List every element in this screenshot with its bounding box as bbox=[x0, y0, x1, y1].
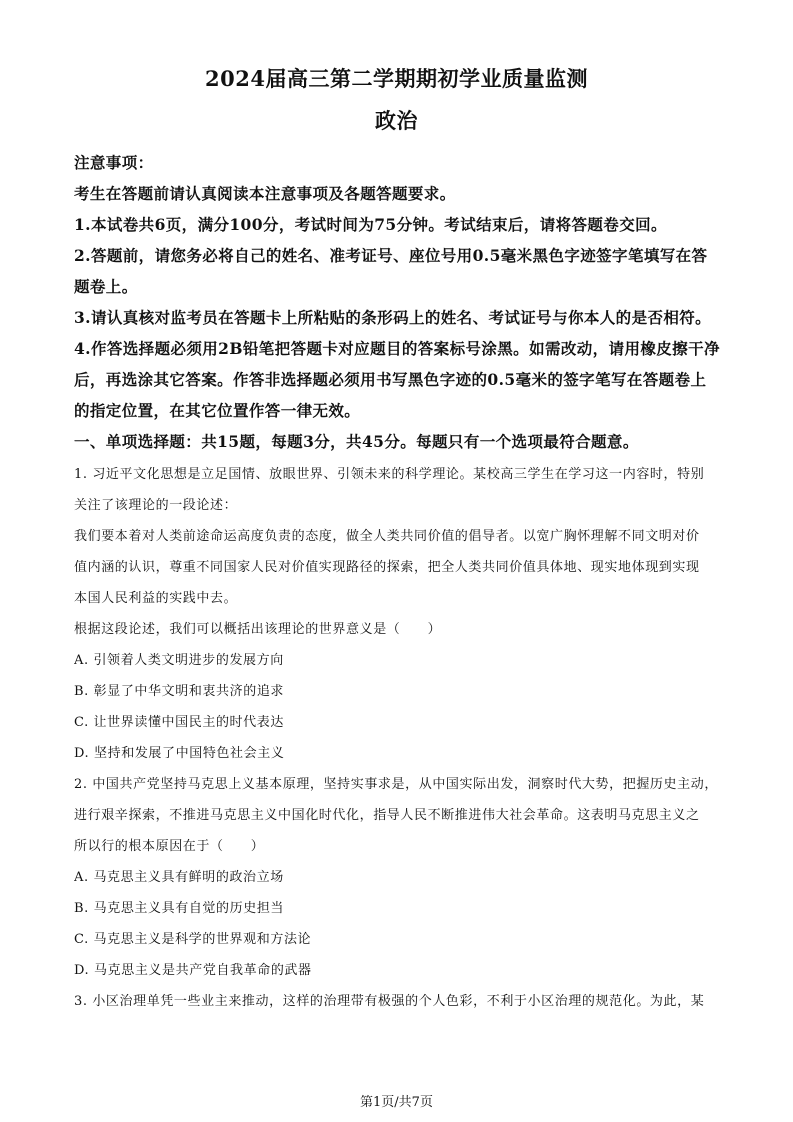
q1-stem-line-2: 关注了该理论的一段论述： bbox=[74, 498, 238, 513]
notice-item-2-line-1: 2.答题前，请您务必将自己的姓名、准考证号、座位号用0.5毫米黑色字迹签字笔填写在答 bbox=[74, 246, 708, 265]
q2-option-c: C. 马克思主义是科学的世界观和方法论 bbox=[74, 932, 312, 947]
q2-stem-line-2: 进行艰辛探索，不推进马克思主义中国化时代化，指导人民不断推进伟大社会革命。这表明马克思主义之 bbox=[74, 808, 700, 823]
notice-heading: 注意事项： bbox=[74, 153, 154, 172]
q1-option-d: D. 坚持和发展了中国特色社会主义 bbox=[74, 746, 285, 761]
notice-item-1: 1.本试卷共6页，满分100分，考试时间为75分钟。考试结束后，请将答题卷交回。 bbox=[74, 215, 667, 234]
q1-option-a: A. 引领着人类文明进步的发展方向 bbox=[74, 653, 284, 668]
section-1-heading: 一、单项选择题：共15题，每题3分，共45分。每题只有一个选项最符合题意。 bbox=[74, 432, 639, 451]
q1-quote-line-2: 值内涵的认识，尊重不同国家人民对价值实现路径的探索，把全人类共同价值具体地、现实地体现到实现 bbox=[74, 560, 700, 575]
q1-quote-line-3: 本国人民利益的实践中去。 bbox=[74, 591, 238, 606]
notice-item-4-line-1: 4.作答选择题必须用2B铅笔把答题卡对应题目的答案标号涂黑。如需改动，请用橡皮擦干净 bbox=[74, 339, 720, 358]
q1-question: 根据这段论述，我们可以概括出该理论的世界意义是（ ） bbox=[74, 622, 442, 637]
q2-option-b: B. 马克思主义具有自觉的历史担当 bbox=[74, 901, 285, 916]
q3-stem-line-1: 3. 小区治理单凭一些业主来推动，这样的治理带有极强的个人色彩，不利于小区治理的规范化。为此，某 bbox=[74, 994, 705, 1009]
q2-stem-line-3: 所以行的根本原因在于（ ） bbox=[74, 839, 265, 854]
notice-item-3: 3.请认真核对监考员在答题卡上所粘贴的条形码上的姓名、考试证号与你本人的是否相符。 bbox=[74, 308, 712, 327]
q1-option-b: B. 彰显了中华文明和衷共济的追求 bbox=[74, 684, 285, 699]
notice-item-4-line-3: 的指定位置，在其它位置作答一律无效。 bbox=[74, 401, 361, 420]
page-footer: 第1页/共7页 bbox=[360, 1095, 433, 1110]
notice-item-4-line-2: 后，再选涂其它答案。作答非选择题必须用书写黑色字迹的0.5毫米的签字笔写在答题卷上 bbox=[74, 370, 707, 389]
notice-intro: 考生在答题前请认真阅读本注意事项及各题答题要求。 bbox=[74, 184, 456, 203]
q2-option-d: D. 马克思主义是共产党自我革命的武器 bbox=[74, 963, 312, 978]
exam-title: 2024届高三第二学期期初学业质量监测 bbox=[205, 66, 588, 91]
q1-stem-line-1: 1. 习近平文化思想是立足国情、放眼世界、引领未来的科学理论。某校高三学生在学习这一内容时，特别 bbox=[74, 467, 705, 482]
notice-item-2-line-2: 题卷上。 bbox=[74, 277, 138, 296]
q1-quote-line-1: 我们要本着对人类前途命运高度负责的态度，做全人类共同价值的倡导者。以宽广胸怀理解不同文明对价 bbox=[74, 529, 700, 544]
q2-stem-line-1: 2. 中国共产党坚持马克思上义基本原理，坚持实事求是，从中国实际出发，洞察时代大势，把握历史主动， bbox=[74, 777, 718, 792]
exam-subject: 政治 bbox=[375, 108, 418, 133]
q1-option-c: C. 让世界读懂中国民主的时代表达 bbox=[74, 715, 284, 730]
q2-option-a: A. 马克思主义具有鲜明的政治立场 bbox=[74, 870, 284, 885]
